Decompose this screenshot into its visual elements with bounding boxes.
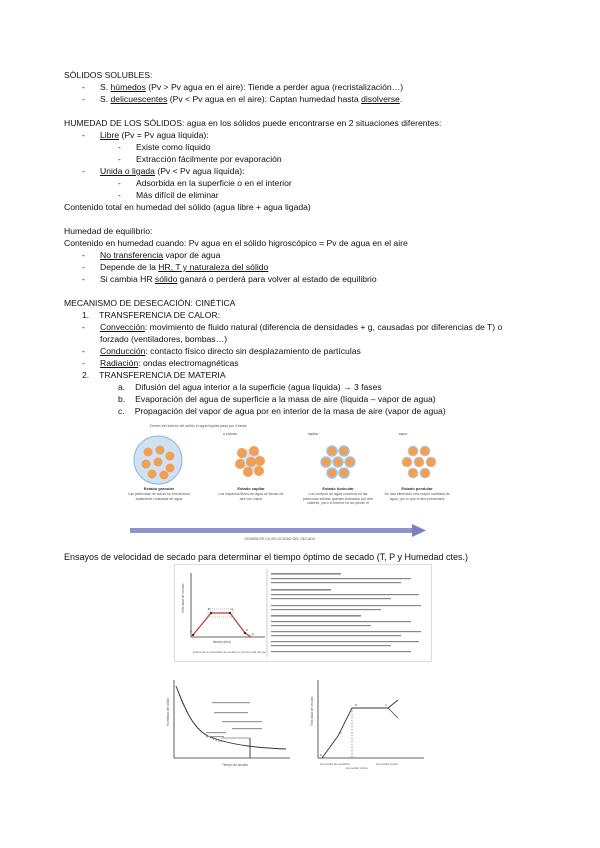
sub-item: - Extracción fácilmente por evaporación [118, 154, 282, 164]
section-title-equilibrio: Humedad de equilibrio: [64, 226, 153, 236]
point-label: B [208, 607, 211, 611]
sub-item: - Adsorbida en la superficie o en el interior [118, 178, 292, 188]
total-humedad: Contenido total en humedad del sólido (agua libre + agua ligada) [64, 202, 311, 212]
svg-text:B: B [355, 703, 358, 707]
list-item: - Radiación: ondas electromagnéticas [82, 358, 239, 368]
decreasing-rate-arrow [130, 524, 426, 537]
stage-caption: Los cuerpos de agua contínua en las partículas sólidas quedan rodeados por aire caliente, pero el interior no se pierde el [303, 492, 373, 505]
rate-vs-time-graph [175, 565, 431, 661]
figure-header: Dentro del interior del sólido el agua líquida pasa por 4 fases [150, 424, 247, 428]
section-title-mecanismo: MECANISMO DE DESECACIÓN: CINÉTICA [64, 298, 236, 308]
graph1-x-label: tiempo (min) [213, 640, 231, 644]
figure-label: vapor [398, 432, 408, 436]
numbered-heading: 2. TRANSFERENCIA DE MATERIA [82, 370, 226, 380]
capillary-stage-icon [235, 446, 265, 477]
ensayos-heading: Ensayos de velocidad de secado para determinar el tiempo óptimo de secado (T, P y Humedad ctes.) [64, 552, 469, 562]
list-item: - Unida o ligada (Pv < Pv agua líquida): [82, 166, 245, 176]
point-label: A [190, 629, 193, 633]
graph1-caption: Fases de la velocidad de secado en función del tiempo [193, 650, 267, 654]
list-item: - No transferencia vapor de agua [82, 250, 221, 260]
list-item: - S. húmedos (Pv > Pv agua en el aire): Tiende a perder agua (recristalización…) [82, 82, 404, 92]
section-title-humedad: HUMEDAD DE LOS SÓLIDOS: agua en los sólidos puede encontrarse en 2 situaciones diferentes: [64, 118, 442, 128]
pendular-stage-icon [402, 446, 436, 478]
list-item-continuation: forzado (ventiladores, bombas…) [100, 334, 228, 344]
figure-rate-graph [174, 564, 432, 662]
lettered-item: a. Difusión del agua interior a la superficie (agua líquida) → 3 fases [118, 382, 382, 392]
point-label: C [231, 607, 234, 611]
figure-drying-stages [120, 420, 450, 545]
graph3-x-label: Humedad de equilibrio [320, 762, 351, 766]
point-label: D [246, 628, 249, 632]
graph3-x-label: Humedad crítica [346, 766, 368, 770]
stage-name: Estado capilar [237, 486, 265, 491]
stage-caption: Se han eliminado una mayor cantidad de agua, por lo que el aire predomina [384, 492, 450, 501]
stage-name: Estado pendular [401, 486, 433, 491]
equilibrio-definition: Contenido en humedad cuando: Pv agua en el sólido higroscópico = Pv de agua en el aire [64, 238, 408, 248]
graph3-y-label: Velocidad de secado [310, 696, 314, 726]
svg-text:C: C [340, 731, 343, 735]
list-item: - Depende de la HR, T y naturaleza del sólido [82, 262, 269, 272]
graph2-y-label: Humedad del sólido [166, 697, 170, 726]
bottom-graphs [162, 676, 428, 772]
graph3-x-label: Humedad inicial [376, 762, 398, 766]
sub-item: - Más difícil de eliminar [118, 190, 219, 200]
numbered-heading: 1. TRANSFERENCIA DE CALOR: [82, 310, 220, 320]
list-item: - Convección: movimiento de fluido natural (diferencia de densidades + g, causadas por diferencias de T) o [82, 322, 503, 332]
lettered-item: c. Propagación del vapor de agua por en interior de la masa de aire (vapor de agua) [118, 406, 446, 416]
sub-item: - Existe como líquido [118, 142, 211, 152]
funicular-stage-icon [321, 446, 355, 478]
stages-illustration [120, 420, 440, 545]
arrow-label: DISMINUYE LA VELOCIDAD DEL SECADO [244, 537, 316, 541]
lettered-item: b. Evaporación del agua de superficie a la masa de aire (líquida – vapor de agua) [118, 394, 436, 404]
graph2-x-label: Tiempo de secado [222, 763, 249, 767]
point-label: E [252, 632, 255, 636]
list-item: - Libre (Pv = Pv agua líquida): [82, 130, 209, 140]
figure-label: capilar [307, 432, 319, 436]
list-item: - Si cambia HR sólido ganará o perderá para volver al estado de equilibrio [82, 274, 377, 284]
stage-name: Estado funicular [322, 486, 354, 491]
figure-bottom-graphs [162, 676, 428, 772]
list-item: - Conducción: contacto físico directo sin desplazamiento de partículas [82, 346, 361, 356]
stage-name: Estado granular [143, 486, 175, 491]
granular-stage-icon [134, 436, 182, 484]
svg-text:E: E [320, 753, 323, 757]
figure-label: a saturar [222, 432, 238, 436]
graph1-y-label: Velocidad de secado [181, 583, 185, 613]
list-item: - S. delicuescentes (Pv < Pv agua en el aire): Captan humedad hasta disolverse. [82, 94, 403, 104]
section-title-solubles: SÓLIDOS SOLUBLES: [64, 70, 153, 80]
stage-caption: Los espacios libres de agua se llenan de aire con vapor [218, 492, 284, 501]
svg-text:A: A [385, 703, 388, 707]
stage-caption: Las partículas de sólido se encuentran totalmente rodeadas de agua [128, 492, 190, 501]
